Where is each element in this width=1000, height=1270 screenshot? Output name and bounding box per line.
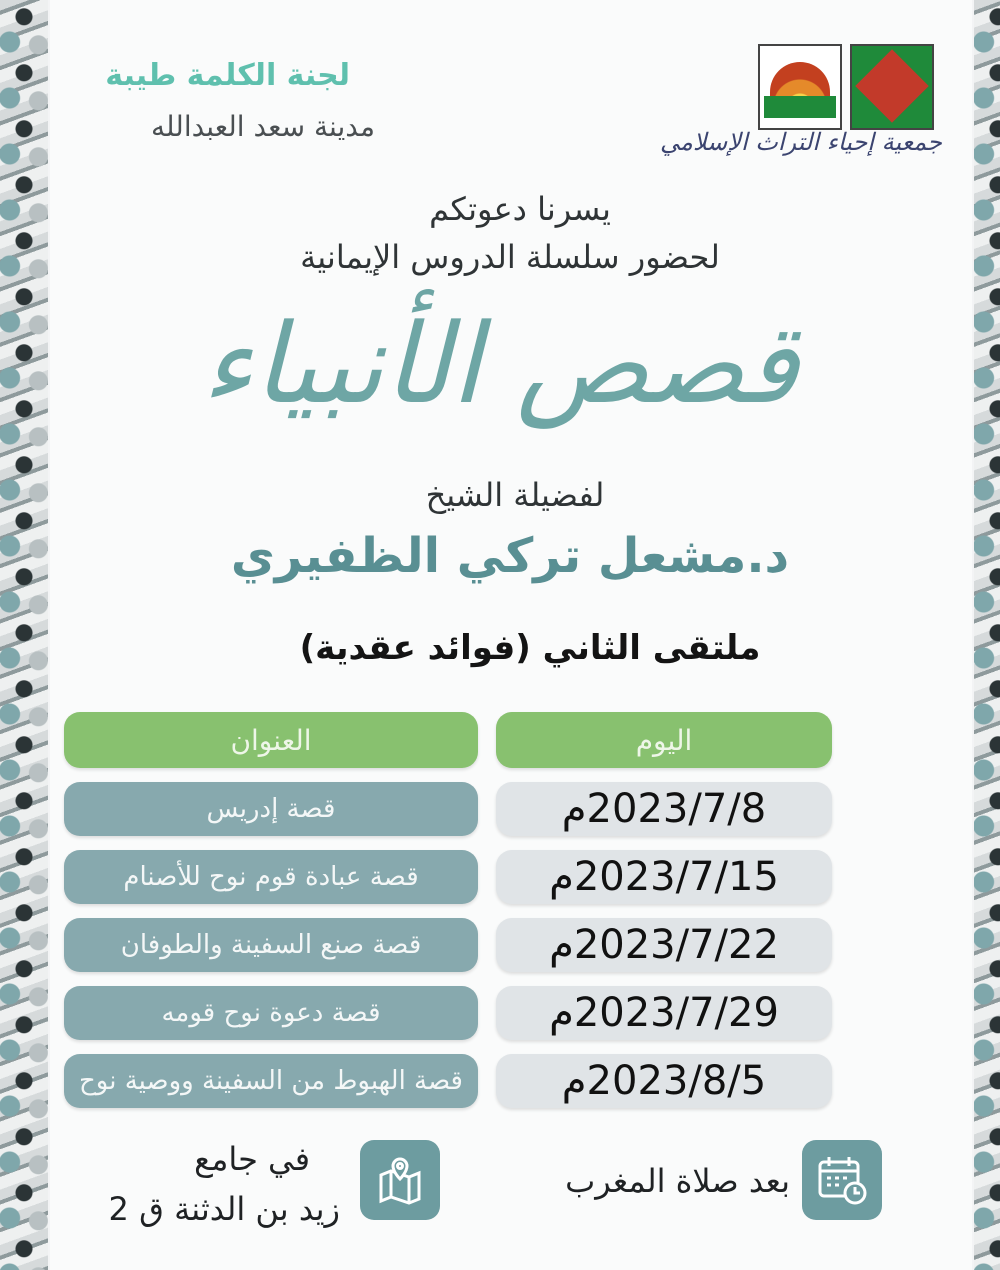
committee-name: لجنة الكلمة طيبة — [105, 58, 350, 93]
table-row — [64, 1054, 834, 1108]
lesson-date — [496, 782, 832, 836]
branch-logo — [758, 44, 842, 130]
logos — [758, 44, 934, 130]
lesson-date — [496, 918, 832, 972]
date-text: م2023/7/15 — [549, 854, 779, 900]
location-line-1: في جامع — [194, 1140, 310, 1178]
lesson-date — [496, 986, 832, 1040]
speaker-honorific: لفضيلة الشيخ — [425, 476, 605, 514]
date-text: م2023/7/8 — [561, 786, 767, 832]
society-logo — [850, 44, 934, 130]
date-text: م2023/8/5 — [561, 1058, 767, 1104]
lesson-date — [496, 1054, 832, 1108]
header-title: العنوان — [64, 712, 478, 768]
speaker-name: د.مشعل تركي الظفيري — [230, 528, 790, 584]
map-pin-icon — [360, 1140, 440, 1220]
lesson-title: قصة عبادة قوم نوح للأصنام — [64, 850, 478, 904]
date-text: م2023/7/29 — [549, 990, 779, 1036]
invitation-line-1: يسرنا دعوتكم — [429, 190, 611, 228]
calendar-clock-icon — [802, 1140, 882, 1220]
table-row — [64, 782, 834, 836]
lesson-title: قصة دعوة نوح قومه — [64, 986, 478, 1040]
invitation-line-2: لحضور سلسلة الدروس الإيمانية — [300, 238, 720, 276]
city-name: مدينة سعد العبدالله — [151, 110, 375, 143]
lesson-title: قصة إدريس — [64, 782, 478, 836]
lesson-title: قصة صنع السفينة والطوفان — [64, 918, 478, 972]
table-row — [64, 850, 834, 904]
time-text: بعد صلاة المغرب — [565, 1162, 790, 1200]
lesson-date — [496, 850, 832, 904]
table-row — [64, 918, 834, 972]
date-text: م2023/7/22 — [549, 922, 779, 968]
schedule-table — [64, 712, 834, 1122]
lesson-title: قصة الهبوط من السفينة ووصية نوح — [64, 1054, 478, 1108]
organization-name: جمعية إحياء التراث الإسلامي — [660, 128, 942, 156]
header-day: اليوم — [496, 712, 832, 768]
location-line-2: زيد بن الدثنة ق 2 — [108, 1190, 340, 1228]
meeting-title: ملتقى الثاني (فوائد عقدية) — [299, 628, 761, 668]
table-row — [64, 986, 834, 1040]
series-title: قصص الأنبياء — [201, 300, 799, 428]
table-header — [64, 712, 834, 766]
